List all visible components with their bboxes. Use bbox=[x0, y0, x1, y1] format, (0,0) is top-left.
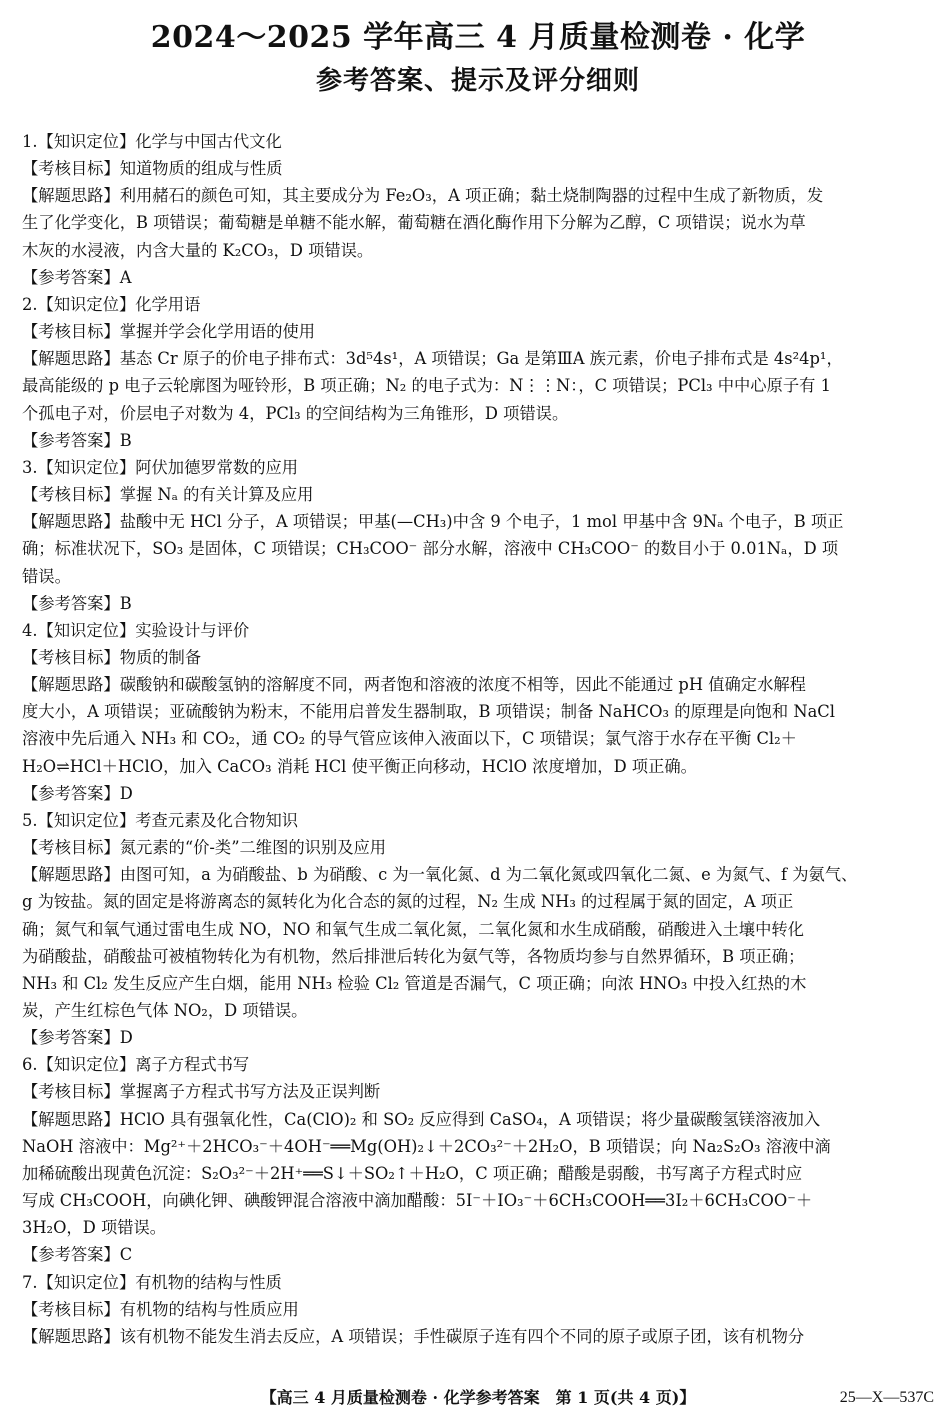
answer-line: 【考核目标】掌握 Nₐ 的有关计算及应用 bbox=[22, 485, 314, 505]
answer-line: 【解题思路】利用赭石的颜色可知，其主要成分为 Fe₂O₃，A 项正确；黏土烧制陶器的过程中生成了新物质，发 bbox=[22, 186, 824, 206]
answer-line: 【解题思路】碳酸钠和碳酸氢钠的溶解度不同，两者饱和溶液的浓度不相等，因此不能通过 pH 值确定水解程 bbox=[22, 675, 806, 695]
answer-line: 3.【知识定位】阿伏加德罗常数的应用 bbox=[22, 457, 299, 477]
answer-line: 【参考答案】D bbox=[22, 1028, 133, 1048]
answer-line: 最高能级的 p 电子云轮廓图为哑铃形，B 项正确；N₂ 的电子式为：N⋮⋮N：，C 项错误；PCl₃ 中中心原子有 1 bbox=[22, 376, 831, 396]
answer-line: 确；氮气和氧气通过雷电生成 NO，NO 和氧气生成二氧化氮，二氧化氮和水生成硝酸，硝酸进入土壤中转化 bbox=[22, 919, 804, 939]
answer-line: 【考核目标】氮元素的“价-类”二维图的识别及应用 bbox=[22, 838, 387, 858]
answer-line: 【解题思路】基态 Cr 原子的价电子排布式：3d⁵4s¹，A 项错误；Ga 是第ⅢA 族元素，价电子排布式是 4s²4p¹， bbox=[22, 349, 843, 369]
answer-line: 写成 CH₃COOH，向碘化钾、碘酸钾混合溶液中滴加醋酸：5I⁻＋IO₃⁻＋6CH₃COOH══3I₂＋6CH₃COO⁻＋ bbox=[22, 1191, 813, 1211]
answer-line: 【考核目标】知道物质的组成与性质 bbox=[22, 159, 283, 179]
answer-line: 炭，产生红棕色气体 NO₂，D 项错误。 bbox=[22, 1001, 308, 1020]
page-subtitle: 参考答案、提示及评分细则 bbox=[315, 66, 640, 96]
answer-line: NH₃ 和 Cl₂ 发生反应产生白烟，能用 NH₃ 检验 Cl₂ 管道是否漏气，C 项正确；向浓 HNO₃ 中投入红热的木 bbox=[22, 973, 807, 993]
answer-line: 【考核目标】掌握并学会化学用语的使用 bbox=[22, 322, 316, 342]
answer-line: 【参考答案】B bbox=[22, 430, 132, 450]
answer-line: 【参考答案】A bbox=[22, 267, 132, 287]
answer-line: 【解题思路】该有机物不能发生消去反应，A 项错误；手性碳原子连有四个不同的原子或原子团，该有机物分 bbox=[22, 1326, 805, 1346]
answer-line: NaOH 溶液中：Mg²⁺＋2HCO₃⁻＋4OH⁻══Mg(OH)₂↓＋2CO₃²⁻＋2H₂O，B 项错误；向 Na₂S₂O₃ 溶液中滴 bbox=[22, 1136, 831, 1156]
answer-line: 【考核目标】物质的制备 bbox=[22, 647, 202, 667]
answer-line: 【参考答案】C bbox=[22, 1245, 133, 1265]
answer-line: 4.【知识定位】实验设计与评价 bbox=[22, 620, 250, 640]
answer-line: g 为铵盐。氮的固定是将游离态的氮转化为化合态的氮的过程，N₂ 生成 NH₃ 的过程属于氮的固定，A 项正 bbox=[22, 892, 794, 912]
answer-line: H₂O⇌HCl＋HClO，加入 CaCO₃ 消耗 HCl 使平衡正向移动，HClO 浓度增加，D 项正确。 bbox=[22, 756, 697, 776]
footer-doc-code: 25—X—537C bbox=[839, 1389, 934, 1406]
answer-line: 2.【知识定位】化学用语 bbox=[22, 294, 201, 314]
answer-line: 7.【知识定位】有机物的结构与性质 bbox=[22, 1272, 282, 1292]
answer-line: 【解题思路】由图可知，a 为硝酸盐、b 为硝酸、c 为一氧化氮、d 为二氧化氮或四氧化二氮、e 为氮气、f 为氨气、 bbox=[22, 865, 858, 885]
page-title: 2024～2025 学年高三 4 月质量检测卷 · 化学 bbox=[150, 20, 806, 55]
answer-line: 【考核目标】有机物的结构与性质应用 bbox=[22, 1299, 299, 1319]
answer-line: 为硝酸盐，硝酸盐可被植物转化为有机物，然后排泄后转化为氨气等，各物质均参与自然界循环，B 项正确； bbox=[22, 946, 805, 966]
footer-page-info: 【高三 4 月质量检测卷 · 化学参考答案 第 1 页(共 4 页)】 bbox=[260, 1388, 696, 1407]
answer-line: 【解题思路】盐酸中无 HCl 分子，A 项错误；甲基(—CH₃)中含 9 个电子，1 mol 甲基中含 9Nₐ 个电子，B 项正 bbox=[22, 512, 844, 532]
answer-line: 5.【知识定位】考查元素及化合物知识 bbox=[22, 810, 299, 830]
answer-line: 【解题思路】HClO 具有强氧化性，Ca(ClO)₂ 和 SO₂ 反应得到 CaSO₄，A 项错误；将少量碳酸氢镁溶液加入 bbox=[22, 1109, 821, 1129]
answer-line: 木灰的水浸液，内含大量的 K₂CO₃，D 项错误。 bbox=[22, 240, 374, 260]
answer-line: 【参考答案】B bbox=[22, 593, 132, 613]
answer-line: 【考核目标】掌握离子方程式书写方法及正误判断 bbox=[22, 1082, 381, 1102]
answer-content bbox=[22, 128, 934, 1350]
answer-line: 度大小，A 项错误；亚硫酸钠为粉末，不能用启普发生器制取，B 项错误；制备 NaHCO₃ 的原理是向饱和 NaCl bbox=[22, 702, 835, 722]
answer-line: 6.【知识定位】离子方程式书写 bbox=[22, 1055, 250, 1075]
answer-line: 个孤电子对，价层电子对数为 4，PCl₃ 的空间结构为三角锥形，D 项错误。 bbox=[22, 403, 569, 423]
answer-line: 确；标准状况下，SO₃ 是固体，C 项错误；CH₃COO⁻ 部分水解，溶液中 CH₃COO⁻ 的数目小于 0.01Nₐ，D 项 bbox=[22, 539, 839, 559]
answer-line: 加稀硫酸出现黄色沉淀：S₂O₃²⁻＋2H⁺══S↓＋SO₂↑＋H₂O，C 项正确；醋酸是弱酸，书写离子方程式时应 bbox=[22, 1163, 803, 1183]
answer-line: 3H₂O，D 项错误。 bbox=[22, 1218, 167, 1238]
answer-line: 错误。 bbox=[22, 566, 71, 586]
answer-line: 【参考答案】D bbox=[22, 783, 133, 803]
answer-line: 1.【知识定位】化学与中国古代文化 bbox=[22, 132, 282, 151]
answer-line: 溶液中先后通入 NH₃ 和 CO₂，通 CO₂ 的导气管应该伸入液面以下，C 项错误；氯气溶于水存在平衡 Cl₂＋ bbox=[22, 729, 797, 749]
page-footer bbox=[22, 1387, 934, 1409]
answer-line: 生了化学变化，B 项错误；葡萄糖是单糖不能水解，葡萄糖在酒化酶作用下分解为乙醇，C 项错误；说水为草 bbox=[22, 213, 806, 233]
